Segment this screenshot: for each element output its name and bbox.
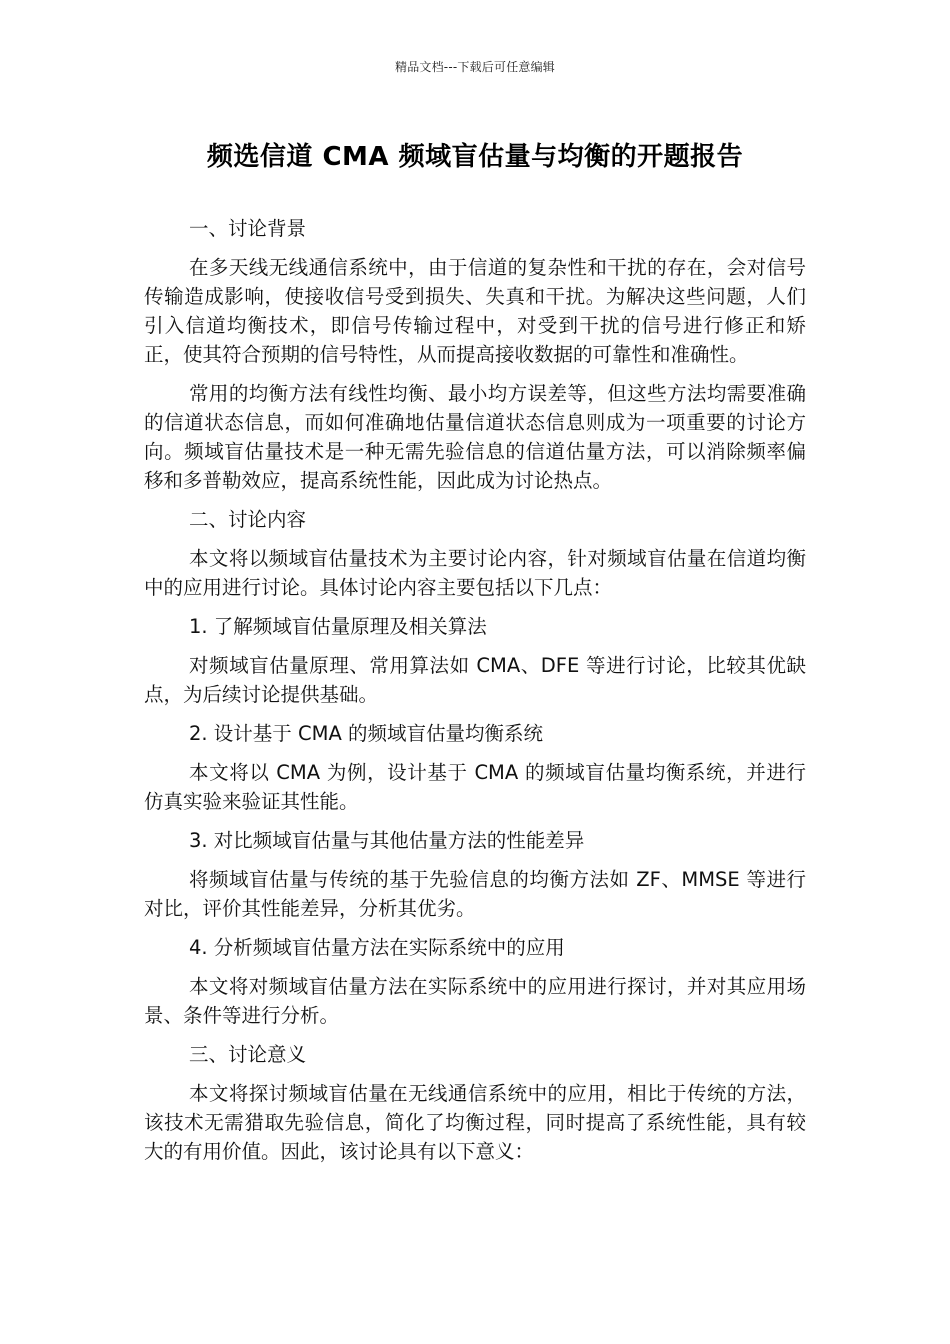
- section-heading-content: 二、讨论内容: [189, 508, 307, 531]
- item-heading-4: 4. 分析频域盲估量方法在实际系统中的应用: [189, 936, 565, 959]
- header-note: 精品文档---下载后可任意编辑: [395, 60, 555, 74]
- paragraph-content-intro: 本文将以频域盲估量技术为主要讨论内容，针对频域盲估量在信道均衡中的应用进行讨论。具体讨论内容主要包括以下几点：: [144, 547, 806, 599]
- item-heading-1: 1. 了解频域盲估量原理及相关算法: [189, 615, 487, 638]
- section-heading-background: 一、讨论背景: [189, 217, 307, 240]
- paragraph-significance: 本文将探讨频域盲估量在无线通信系统中的应用，相比于传统的方法，该技术无需猎取先验信息，简化了均衡过程，同时提高了系统性能，具有较大的有用价值。因此，该讨论具有以下意义：: [144, 1082, 806, 1163]
- item-paragraph-4: 本文将对频域盲估量方法在实际系统中的应用进行探讨，并对其应用场景、条件等进行分析。: [144, 975, 806, 1027]
- document-body: [144, 214, 806, 1176]
- paragraph-background-1: 在多天线无线通信系统中，由于信道的复杂性和干扰的存在，会对信号传输造成影响，使接收信号受到损失、失真和干扰。为解决这些问题，人们引入信道均衡技术，即信号传输过程中，对受到干扰的信号进行修正和矫正，使其符合预期的信号特性，从而提高接收数据的可靠性和准确性。: [144, 256, 806, 366]
- document-title: 频选信道 CMA 频域盲估量与均衡的开题报告: [206, 142, 744, 172]
- section-heading-significance: 三、讨论意义: [189, 1043, 307, 1066]
- item-heading-2: 2. 设计基于 CMA 的频域盲估量均衡系统: [189, 722, 543, 745]
- item-paragraph-2: 本文将以 CMA 为例，设计基于 CMA 的频域盲估量均衡系统，并进行仿真实验来验证其性能。: [144, 761, 806, 813]
- paragraph-background-2: 常用的均衡方法有线性均衡、最小均方误差等，但这些方法均需要准确的信道状态信息，而如何准确地估量信道状态信息则成为一项重要的讨论方向。频域盲估量技术是一种无需先验信息的信道估量方法，可以消除频率偏移和多普勒效应，提高系统性能，因此成为讨论热点。: [144, 382, 806, 492]
- item-paragraph-1: 对频域盲估量原理、常用算法如 CMA、DFE 等进行讨论，比较其优缺点，为后续讨论提供基础。: [144, 654, 806, 706]
- item-paragraph-3: 将频域盲估量与传统的基于先验信息的均衡方法如 ZF、MMSE 等进行对比，评价其性能差异，分析其优劣。: [144, 868, 806, 920]
- item-heading-3: 3. 对比频域盲估量与其他估量方法的性能差异: [189, 829, 585, 852]
